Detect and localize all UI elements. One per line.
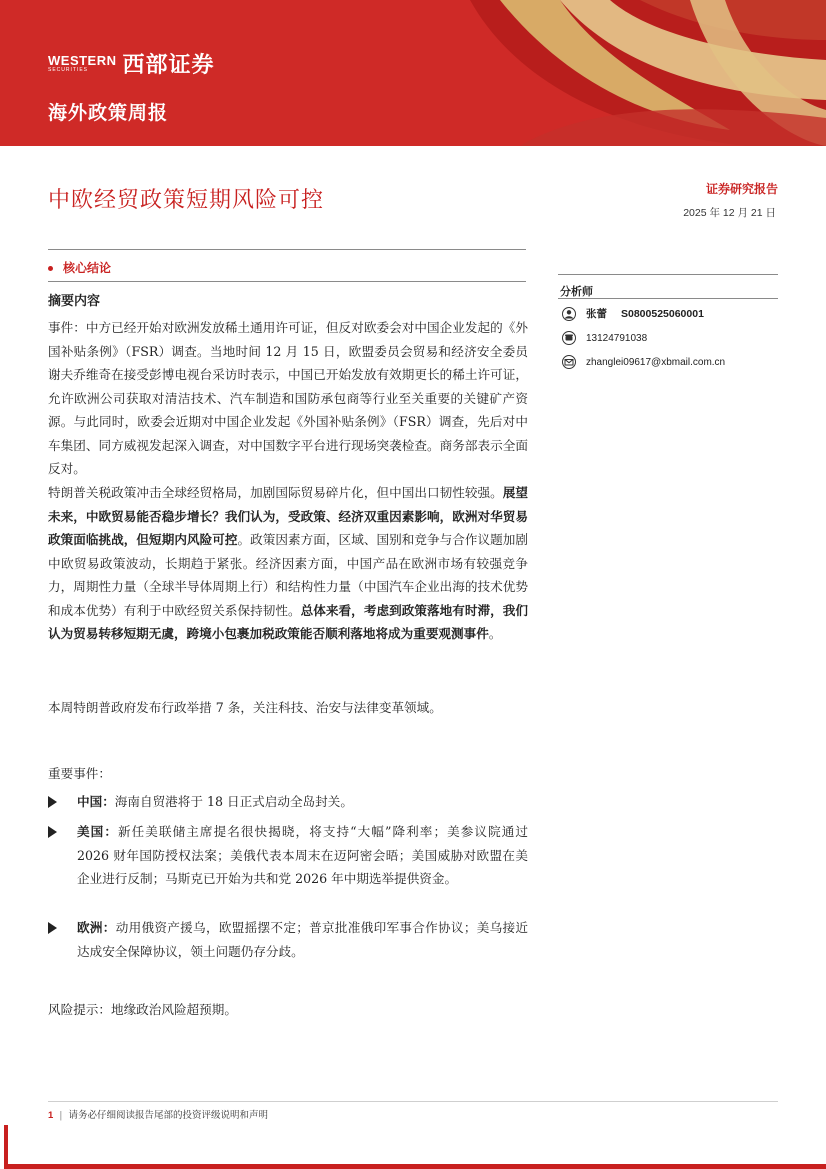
report-date: 2025 年 12 月 21 日 [683, 207, 776, 219]
abstract-heading: 摘要内容 [48, 294, 101, 309]
arrow-right-icon [48, 922, 57, 934]
paragraph-event: 事件：中方已经开始对欧洲发放稀土通用许可证，但反对欧委会对中国企业发起的《外国补贴条例》（FSR）调查。当地时间 12 月 15 日，欧盟委员会贸易和经济安全委员谢夫乔维奇在接受彭博电视台采访时表示，中国已开始发放有效期更长的稀土许可证，允许欧洲公司获取对清洁技术、汽车制造和国防承包商等行业至关重要的关键矿产资源。与此同时，欧委会近期对中国企业发起《外国补贴条例》（FSR）调查，先后对中车集团、同方威视发起深入调查，对中国数字平台进行现场突袭检查。商务部表示全面反对。 [48, 320, 528, 476]
event-text: 动用俄资产援乌，欧盟摇摆不定；普京批准俄印军事合作协议；美乌接近达成安全保障协议，领土问题仍存分歧。 [77, 920, 529, 959]
event-item-china [48, 790, 528, 814]
footer [48, 1107, 268, 1121]
analyst-phone: 13124791038 [586, 332, 648, 344]
event-region: 美国： [77, 824, 118, 839]
analyst-phone-row [562, 331, 647, 345]
footer-separator: | [59, 1110, 63, 1121]
arrow-right-icon [48, 826, 57, 838]
outlook-intro: 特朗普关税政策冲击全球经贸格局，加剧国际贸易碎片化，但中国出口韧性较强。 [48, 485, 503, 500]
divider [48, 249, 526, 250]
arrow-right-icon [48, 796, 57, 808]
analyst-email: zhanglei09617@xbmail.com.cn [586, 356, 726, 368]
email-icon [562, 355, 576, 369]
footer-note: 请务必仔细阅读报告尾部的投资评级说明和声明 [68, 1110, 269, 1121]
brand-en-sub: SECURITIES [48, 66, 89, 73]
report-kind: 证券研究报告 [705, 182, 778, 196]
logo-mark [48, 54, 117, 74]
paragraph-outlook [48, 481, 528, 646]
key-conclusion-label: 核心结论 [63, 261, 112, 275]
analyst-heading: 分析师 [560, 285, 593, 298]
corner-decoration [4, 1125, 8, 1169]
header-banner [0, 0, 826, 146]
phone-icon [562, 331, 576, 345]
event-text: 海南自贸港将于 18 日正式启动全岛封关。 [114, 794, 353, 809]
bullet-dot-icon [48, 266, 53, 271]
outlook-bold-1: 展望未来，中欧贸易能否稳步增长？我们认为，受政策、经济双重因素影响，欧洲对华贸易政策面临挑战，但短期内风险可控 [48, 485, 529, 547]
analyst-name: 张蕾 [586, 308, 607, 320]
divider [48, 281, 526, 282]
event-region: 中国： [77, 794, 115, 809]
event-region: 欧洲： [77, 920, 116, 935]
bottom-bar-decoration [4, 1164, 826, 1169]
event-text: 新任美联储主席提名很快揭晓，将支持“大幅”降利率；美参议院通过 2026 财年国防授权法案；美俄代表本周末在迈阿密会晤；美国威胁对欧盟在美企业进行反制；马斯克已开始为共和党 2026 年中期选举提供资金。 [77, 824, 528, 886]
person-icon [562, 307, 576, 321]
divider [558, 274, 778, 275]
outlook-bold-2: 总体来看，考虑到政策落地有时滞，我们认为贸易转移短期无虞，跨境小包裹加税政策能否顺利落地将成为重要观测事件 [48, 602, 529, 641]
report-title: 中欧经贸政策短期风险可控 [48, 188, 325, 213]
brand-en: WESTERN [48, 52, 117, 68]
analyst-email-row [562, 355, 725, 369]
divider [558, 298, 778, 299]
footer-divider [48, 1101, 778, 1102]
analyst-name-row [562, 306, 704, 321]
paragraph-admin-actions: 本周特朗普政府发布行政举措 7 条，关注科技、治安与法律变革领域。 [48, 700, 442, 715]
paragraph-events-heading: 重要事件： [48, 766, 111, 781]
brand-cn: 西部证券 [122, 53, 215, 78]
paragraph-risk: 风险提示：地缘政治风险超预期。 [48, 1002, 237, 1017]
report-type: 海外政策周报 [48, 102, 169, 124]
page-number: 1 [48, 1110, 54, 1121]
event-item-europe [48, 916, 528, 963]
brand-logo [48, 48, 215, 79]
event-item-usa [48, 820, 528, 891]
outlook-body: 。政策因素方面，区域、国别和竞争与合作议题加剧中欧贸易政策波动，长期趋于紧张。经济因素方面，中国产品在欧洲市场有较强竞争力，周期性力量（全球半导体周期上行）和结构性力量（中国汽车企业出海的技术优势和成本优势）有利于中欧经贸关系保持韧性。 [48, 532, 529, 618]
outlook-end: 。 [488, 626, 502, 641]
key-conclusion-heading [48, 259, 111, 276]
analyst-cert-id: S0800525060001 [621, 307, 704, 320]
